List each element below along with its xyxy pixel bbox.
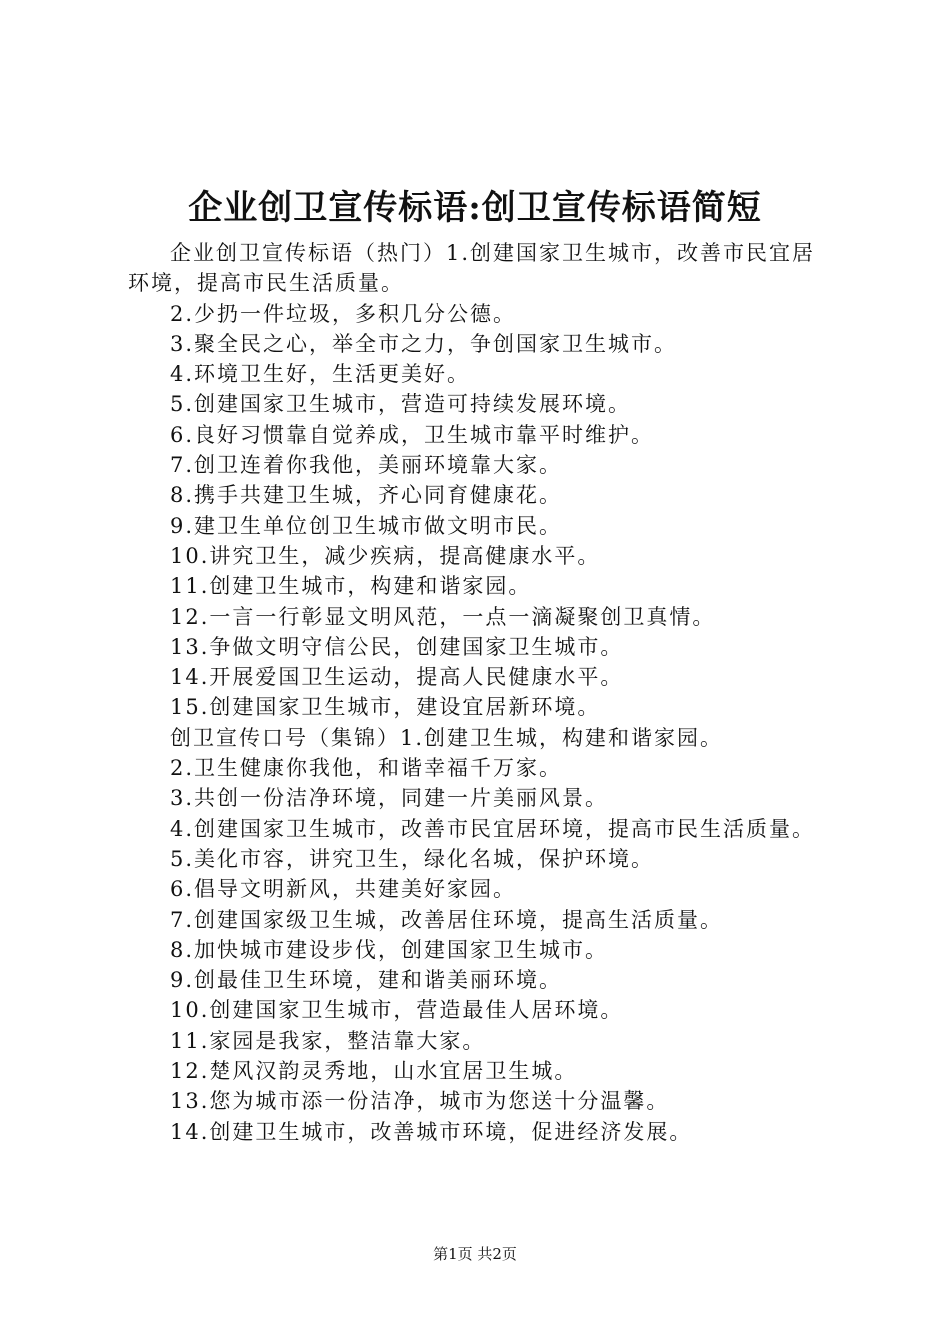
paragraph: 12.一言一行彰显文明风范，一点一滴凝聚创卫真情。 xyxy=(170,604,716,629)
paragraph: 5.创建国家卫生城市，营造可持续发展环境。 xyxy=(170,392,632,417)
paragraph: 2.卫生健康你我他，和谐幸福千万家。 xyxy=(170,756,563,781)
paragraph: 8.加快城市建设步伐，创建国家卫生城市。 xyxy=(170,937,609,962)
paragraph: 企业创卫宣传标语（热门）1.创建国家卫生城市，改善市民宜居环境，提高市民生活质量。 xyxy=(128,241,816,296)
paragraph: 14.创建卫生城市，改善城市环境，促进经济发展。 xyxy=(170,1119,693,1144)
paragraph: 7.创建国家级卫生城，改善居住环境，提高生活质量。 xyxy=(170,907,724,932)
paragraph: 13.您为城市添一份洁净，城市为您送十分温馨。 xyxy=(170,1089,670,1114)
paragraph: 6.良好习惯靠自觉养成，卫生城市靠平时维护。 xyxy=(170,422,655,447)
paragraph: 12.楚风汉韵灵秀地，山水宜居卫生城。 xyxy=(170,1059,578,1084)
paragraph: 11.创建卫生城市，构建和谐家园。 xyxy=(170,574,532,599)
paragraph: 9.创最佳卫生环境，建和谐美丽环境。 xyxy=(170,968,563,993)
paragraph: 3.共创一份洁净环境，同建一片美丽风景。 xyxy=(170,786,609,811)
paragraph: 6.倡导文明新风，共建美好家园。 xyxy=(170,877,517,902)
paragraph: 15.创建国家卫生城市，建设宜居新环境。 xyxy=(170,695,601,720)
paragraph: 10.讲究卫生，减少疾病，提高健康水平。 xyxy=(170,543,601,568)
document-title: 企业创卫宣传标语:创卫宣传标语简短 xyxy=(188,188,762,228)
paragraph: 2.少扔一件垃圾，多积几分公德。 xyxy=(170,301,517,326)
paragraph: 创卫宣传口号（集锦）1.创建卫生城，构建和谐家园。 xyxy=(170,725,724,750)
paragraph: 5.美化市容，讲究卫生，绿化名城，保护环境。 xyxy=(170,846,655,871)
paragraph: 13.争做文明守信公民，创建国家卫生城市。 xyxy=(170,634,624,659)
paragraph: 4.环境卫生好，生活更美好。 xyxy=(170,362,471,387)
paragraph: 8.携手共建卫生城，齐心同育健康花。 xyxy=(170,483,563,508)
paragraph: 3.聚全民之心，举全市之力，争创国家卫生城市。 xyxy=(170,331,678,356)
paragraph: 4.创建国家卫生城市，改善市民宜居环境，提高市民生活质量。 xyxy=(170,816,816,841)
paragraph: 14.开展爱国卫生运动，提高人民健康水平。 xyxy=(170,665,624,690)
paragraph: 11.家园是我家，整洁靠大家。 xyxy=(170,1028,486,1053)
paragraph: 9.建卫生单位创卫生城市做文明市民。 xyxy=(170,513,563,538)
paragraph: 10.创建国家卫生城市，营造最佳人居环境。 xyxy=(170,998,624,1023)
paragraph: 7.创卫连着你我他，美丽环境靠大家。 xyxy=(170,453,563,478)
page-footer: 第1页 共2页 xyxy=(433,1245,517,1263)
document-body xyxy=(128,238,838,1147)
